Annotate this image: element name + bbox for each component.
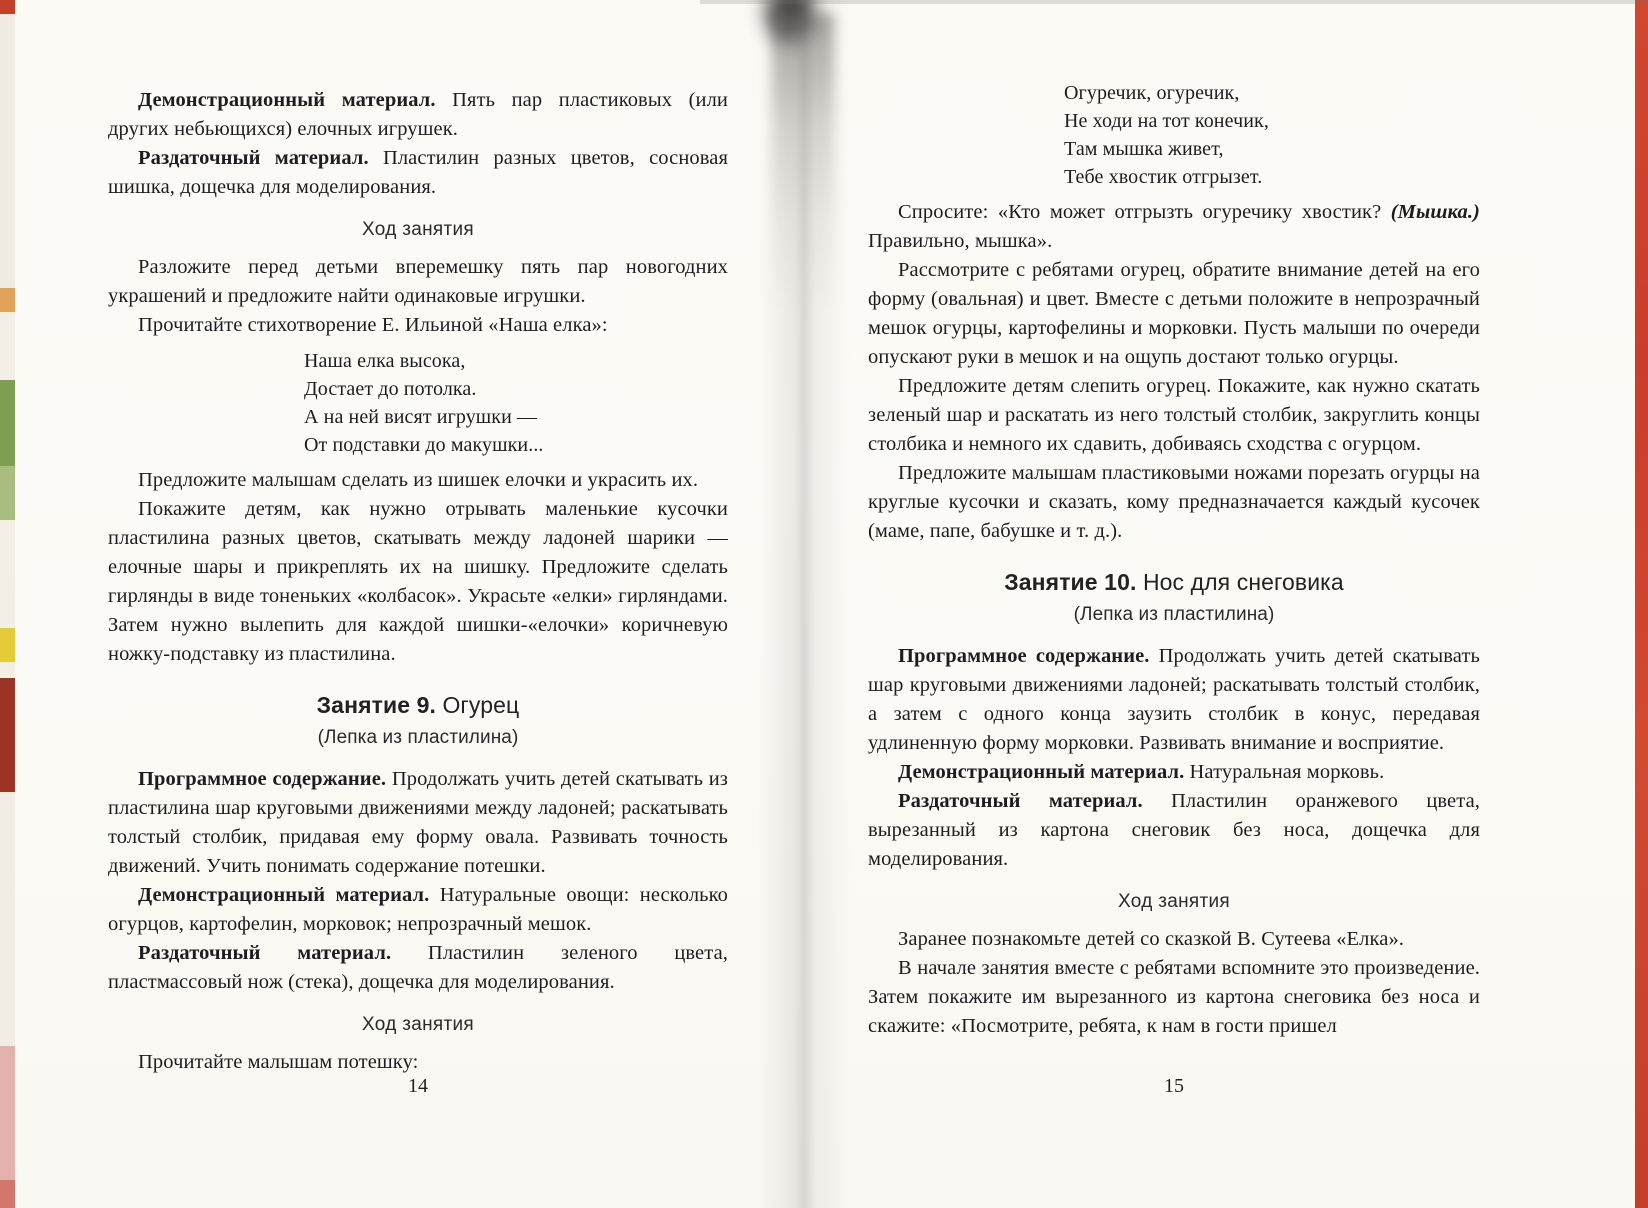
text-run: Рассмотрите с ребятами огурец, обратите внимание детей на его форму (овальная) и цвет. Вместе с детьми положите в непрозрачный мешок огурцы, картофелины и морковки. Пусть малыши по очереди опускают руки в мешок и на ощупь достают только огурцы. xyxy=(868,259,1480,368)
text-run: Программное содержание. xyxy=(138,768,387,790)
section-heading xyxy=(108,215,728,244)
text-run: Программное содержание. xyxy=(898,645,1150,667)
text-run: Пластилин разных цветов, сосновая шишка, дощечка для моделирования. xyxy=(108,147,728,198)
poem-block xyxy=(304,347,728,459)
paragraph xyxy=(108,1048,728,1077)
page-left-content xyxy=(108,86,728,1077)
text-run: Раздаточный материал. xyxy=(898,790,1143,812)
text-run: Раздаточный материал. xyxy=(138,147,369,169)
page-right xyxy=(820,0,1648,1208)
text-run: Ход занятия xyxy=(362,1014,474,1035)
text-run: (Лепка из пластилина) xyxy=(317,727,519,748)
page-number-right: 15 xyxy=(1164,1075,1184,1097)
poem-block xyxy=(1064,79,1480,191)
text-run: Продолжать учить детей скатывать шар круговыми движениями ладоней; раскатывать толстый столбик, а затем с одного конца заузить столбик в конус, передавая удлиненную форму морковки. Развивать внимание и восприятие. xyxy=(868,645,1480,754)
paragraph xyxy=(108,939,728,997)
page-left xyxy=(0,0,790,1208)
poem-line: Наша елка высока, xyxy=(304,350,466,372)
poem-line: Тебе хвостик отгрызет. xyxy=(1064,166,1263,188)
paragraph xyxy=(868,642,1480,758)
text-run: Пластилин зеленого цвета, пластмассовый нож (стека), дощечка для моделирования. xyxy=(108,942,728,993)
text-run: В начале занятия вместе с ребятами вспомните это произведение. Затем покажите им вырезанного из картона снеговика без носа и скажите: «Посмотрите, ребята, к нам в гости пришел xyxy=(868,957,1480,1037)
text-run: Продолжать учить детей скатывать из пластилина шар круговыми движениями между ладоней; раскатывать толстый столбик, придавая ему форму овала. Развивать точность движений. Учить понимать содержание потешки. xyxy=(108,768,728,877)
text-run: Занятие 9. xyxy=(316,692,436,718)
text-run: Пластилин оранжевого цвета, вырезанный из картона снеговик без носа, дощечка для моделирования. xyxy=(868,790,1480,870)
text-run: Натуральная морковь. xyxy=(1184,761,1385,783)
paragraph xyxy=(108,144,728,202)
text-run: Натуральные овощи: несколько огурцов, картофелин, морковок; непрозрачный мешок. xyxy=(108,884,729,935)
paragraph xyxy=(868,372,1480,459)
section-heading xyxy=(868,887,1480,916)
text-run: Демонстрационный материал. xyxy=(138,89,436,111)
paragraph xyxy=(868,787,1480,874)
scan-edge-right-strip xyxy=(1635,0,1648,1208)
lesson-subheading xyxy=(108,723,728,752)
poem-line: Не ходи на тот конечик, xyxy=(1064,110,1269,132)
poem-line: Там мышка живет, xyxy=(1064,138,1224,160)
text-run: Огурец xyxy=(435,692,520,718)
paragraph xyxy=(868,758,1480,787)
text-run: (Мышка.) xyxy=(1390,201,1480,223)
paragraph xyxy=(868,459,1480,546)
text-run: Ход занятия xyxy=(1118,891,1230,912)
text-run: Спросите: «Кто может отгрызть огуречику хвостик? xyxy=(898,201,1391,223)
poem-line: Огуречик, огуречик, xyxy=(1064,82,1240,104)
lesson-heading xyxy=(108,691,728,720)
text-run: Раздаточный материал. xyxy=(138,942,392,964)
lesson-subheading xyxy=(868,600,1480,629)
poem-line: От подставки до макушки... xyxy=(304,434,544,456)
text-run: Предложите детям слепить огурец. Покажите, как нужно скатать зеленый шар и раскатать из него толстый столбик, закруглить концы столбика и немного их сдавить, добиваясь сходства с огурцом. xyxy=(868,375,1480,455)
paragraph xyxy=(108,466,728,495)
page-number-left: 14 xyxy=(408,1075,428,1097)
paragraph xyxy=(108,311,728,340)
poem-line: Достает до потолка. xyxy=(304,378,477,400)
text-run: Прочитайте стихотворение Е. Ильиной «Наша елка»: xyxy=(138,314,608,336)
text-run: Демонстрационный материал. xyxy=(138,884,430,906)
paragraph xyxy=(108,881,728,939)
text-run: Нос для снеговика xyxy=(1136,569,1344,595)
paragraph xyxy=(108,86,728,144)
text-run: Правильно, мышка». xyxy=(868,230,1053,252)
text-run: Разложите перед детьми вперемешку пять пар новогодних украшений и предложите найти одинаковые игрушки. xyxy=(108,256,728,307)
scan-edge-left-strip xyxy=(0,0,15,1208)
text-run: Ход занятия xyxy=(362,219,474,240)
poem-line: А на ней висят игрушки — xyxy=(304,406,538,428)
text-run: Предложите малышам пластиковыми ножами порезать огурцы на круглые кусочки и сказать, кому предназначается каждый кусочек (маме, папе, бабушке и т. д.). xyxy=(868,462,1480,542)
paragraph xyxy=(868,198,1480,256)
paragraph xyxy=(868,954,1480,1041)
text-run: Занятие 10. xyxy=(1004,569,1137,595)
text-run: Прочитайте малышам потешку: xyxy=(138,1051,419,1073)
page-right-content xyxy=(868,72,1480,1041)
text-run: (Лепка из пластилина) xyxy=(1073,604,1275,625)
text-run: Покажите детям, как нужно отрывать маленькие кусочки пластилина разных цветов, скатывать между ладоней шарики — елочные шары и прикреплять их на шишку. Предложите сделать гирлянды в виде тоненьких «колбасок». Украсьте «елки» гирляндами. Затем нужно вылепить для каждой шишки-«елочки» коричневую ножку-подставку из пластилина. xyxy=(108,498,728,665)
text-run: Демонстрационный материал. xyxy=(898,761,1185,783)
paragraph xyxy=(108,495,728,669)
text-run: Предложите малышам сделать из шишек елочки и украсить их. xyxy=(138,469,699,491)
paragraph xyxy=(108,253,728,311)
section-heading xyxy=(108,1010,728,1039)
paragraph xyxy=(868,256,1480,372)
text-run: Заранее познакомьте детей со сказкой В. Сутеева «Елка». xyxy=(898,928,1405,950)
paragraph xyxy=(108,765,728,881)
text-run: Пять пар пластиковых (или других небьющихся) елочных игрушек. xyxy=(108,89,728,140)
paragraph xyxy=(868,925,1480,954)
lesson-heading xyxy=(868,568,1480,597)
